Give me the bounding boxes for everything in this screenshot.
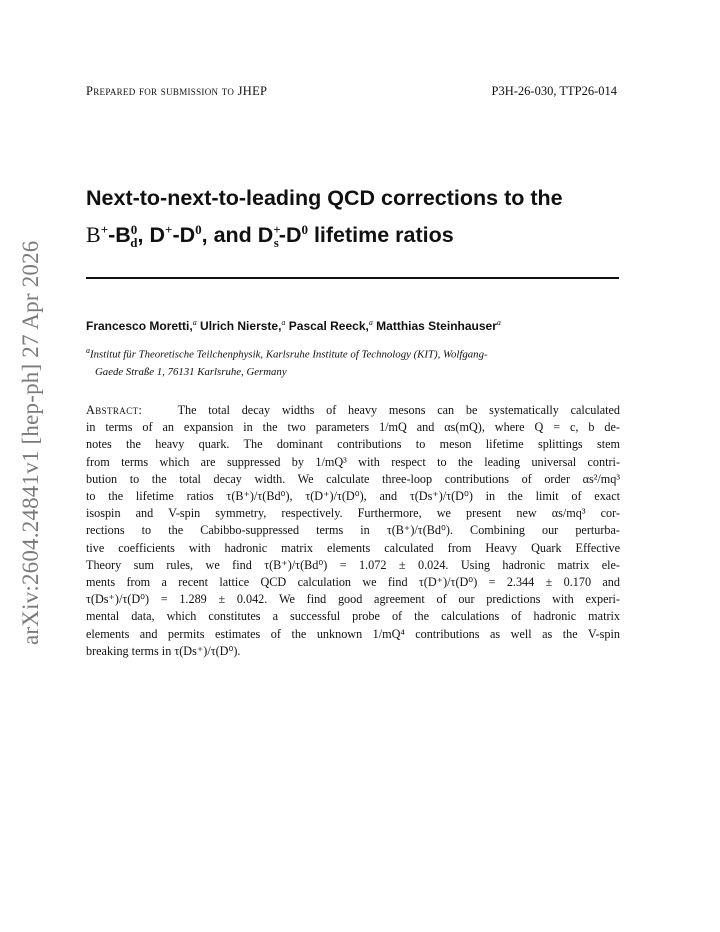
author-nierste: Ulrich Nierste, <box>200 319 282 333</box>
author-moretti: Francesco Moretti, <box>86 319 193 333</box>
abstract-line: τ(Ds⁺)/τ(D⁰) = 1.289 ± 0.042. We find good agreement of our predictions with experi- <box>86 592 620 607</box>
abstract-label: Abstract: <box>86 403 143 417</box>
author-steinhauser: Matthias Steinhauser <box>376 319 497 333</box>
abstract-line: from terms which are suppressed by 1/mQ³ with respect to the leading universal contri- <box>86 454 620 469</box>
arxiv-identifier-stamp: arXiv:2604.24841v1 [hep-ph] 27 Apr 2026 <box>18 240 43 645</box>
abstract-line: breaking terms in τ(Ds⁺)/τ(D⁰). <box>86 643 241 658</box>
author-reeck: Pascal Reeck, <box>288 319 369 333</box>
abstract-line: bution to the total decay width. We calculate three-loop contributions of order αs²/mq³ <box>86 471 620 486</box>
title-line-2: $B^+-B^0_d$, $D^+-D^0$, and $D^+_s-D^0$ lifetime ratios <box>86 222 454 251</box>
abstract-line: in terms of an expansion in the two parameters 1/mQ and αs(mQ), where Q = c, b de- <box>86 420 620 435</box>
author-list: Francesco Moretti,$^a$ Ulrich Nierste,$^a$ Pascal Reeck,$^a$ Matthias Steinhauser$^a$ <box>86 318 501 333</box>
abstract-line: ments from a recent lattice QCD calculation we find τ(D⁺)/τ(D⁰) = 2.344 ± 0.170 and <box>86 575 620 590</box>
journal-header: Prepared for submission to JHEP <box>86 84 268 98</box>
abstract-line: mental data, which constitutes a successful probe of the calculations of hadronic matrix <box>86 609 620 624</box>
title-divider <box>86 277 619 279</box>
abstract-line: tive coefficients with hadronic matrix elements calculated from Heavy Quark Effective <box>86 540 620 555</box>
report-numbers: P3H-26-030, TTP26-014 <box>491 84 617 98</box>
abstract-line: rections to the Cabibbo-suppressed terms in τ(B⁺)/τ(Bd⁰). Combining our perturba- <box>86 523 620 538</box>
abstract-line: notes the heavy quark. The dominant contributions to meson lifetime splittings stem <box>86 437 620 452</box>
title-line-1: Next-to-next-to-leading QCD corrections to the <box>86 186 563 210</box>
abstract-line: Abstract: The total decay widths of heavy mesons can be systematically calculated <box>86 403 621 417</box>
abstract-line: to the lifetime ratios τ(B⁺)/τ(Bd⁰), τ(D⁺)/τ(D⁰), and τ(Ds⁺)/τ(D⁰) in the limit of exact <box>86 489 620 504</box>
abstract-line: elements and permits estimates of the unknown 1/mQ⁴ contributions as well as the V-spin <box>86 626 620 641</box>
abstract <box>86 402 620 660</box>
affiliation: $^a$Institut für Theoretische Teilchenphysik, Karlsruhe Institute of Technology (KIT), Wolfgang- Gaede Straße 1, 76131 Karlsruhe, Germany <box>86 346 488 378</box>
abstract-line: Theory sum rules, we find τ(B⁺)/τ(Bd⁰) = 1.072 ± 0.024. Using hadronic matrix ele- <box>86 557 620 572</box>
paper-title <box>86 183 626 258</box>
abstract-line: isospin and V-spin symmetry, respectively. Furthermore, we present new αs/mq³ cor- <box>86 506 620 521</box>
